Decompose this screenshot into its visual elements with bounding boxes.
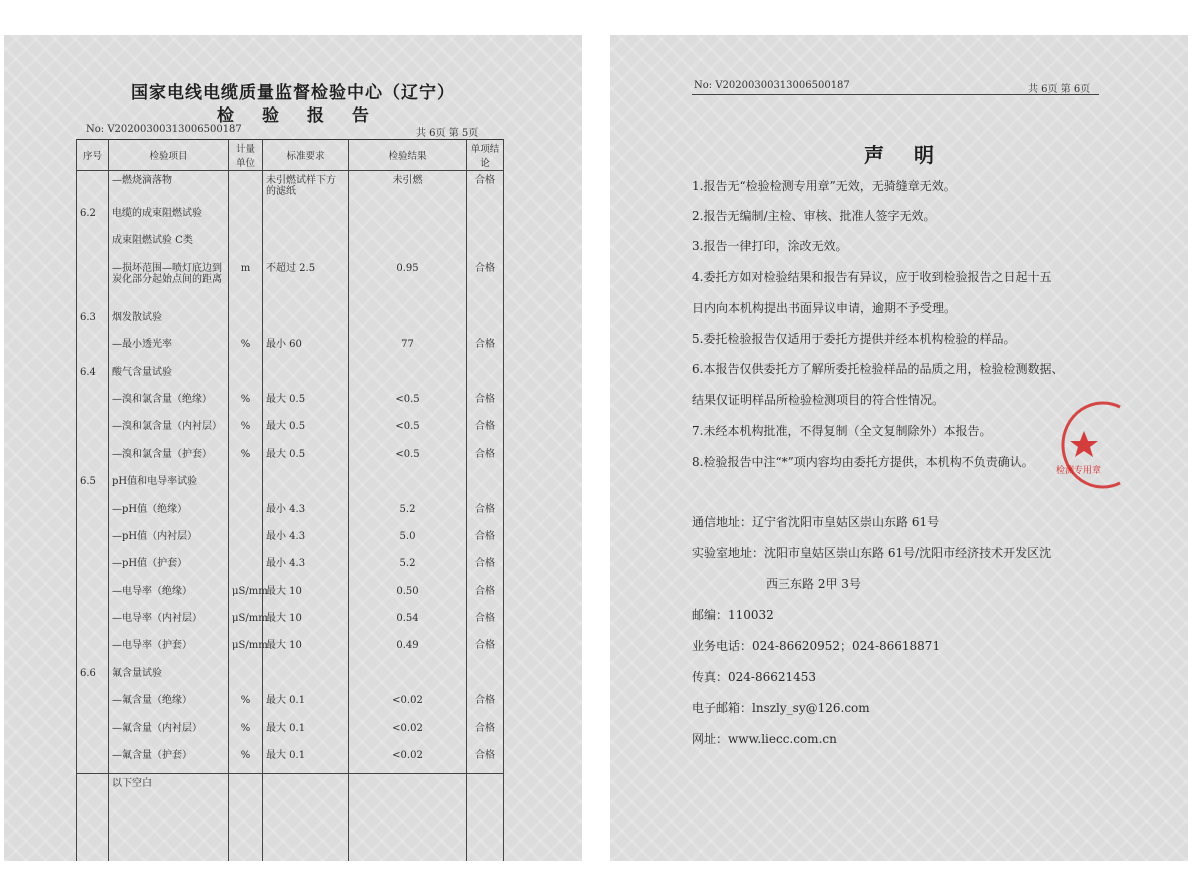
cell-no: [77, 231, 109, 258]
cell-conclusion: [467, 204, 504, 231]
cell-unit: m: [229, 259, 263, 308]
cell-result: 5.2: [349, 554, 467, 581]
cell-requirement: 最小 60: [263, 335, 349, 362]
cell-conclusion: 合格: [467, 554, 504, 581]
cell-unit: %: [229, 445, 263, 472]
cell-no: 6.2: [77, 204, 109, 231]
cell-unit: %: [229, 335, 263, 362]
table-row: [77, 582, 504, 609]
cell-unit: μS/mm: [229, 636, 263, 663]
cell-conclusion: 合格: [467, 259, 504, 308]
cell-conclusion: 合格: [467, 335, 504, 362]
contact-website: 网址：www.liecc.com.cn: [692, 732, 837, 746]
cell-result: [349, 664, 467, 691]
statement-line: 5.委托检验报告仅适用于委托方提供并经本机构检验的样品。: [692, 332, 1016, 346]
contact-lab-address: 实验室地址：沈阳市皇姑区崇山东路 61号/沈阳市经济技术开发区沈: [692, 546, 1052, 560]
cell-requirement: 最大 0.5: [263, 417, 349, 444]
cell-unit: [229, 363, 263, 390]
cell-no: [77, 417, 109, 444]
cell-item: —损坏范围—喷灯底边到炭化部分起始点间的距离: [109, 259, 229, 308]
cell-result: <0.02: [349, 719, 467, 746]
table-row: [77, 527, 504, 554]
table-row: [77, 390, 504, 417]
statement-line: 1.报告无“检验检测专用章”无效，无骑缝章无效。: [692, 179, 956, 193]
page-indicator: 共 6页 第 6页: [1028, 84, 1091, 95]
cell-conclusion: [467, 774, 504, 861]
inspection-table: [76, 139, 504, 861]
cell-requirement: 最大 0.1: [263, 746, 349, 774]
cell-unit: [229, 554, 263, 581]
table-row: [77, 746, 504, 774]
cell-item: —pH值（绝缘）: [109, 500, 229, 527]
table-row: [77, 335, 504, 362]
center-title: 国家电线电缆质量监督检验中心（辽宁）: [131, 83, 455, 103]
table-row: [77, 691, 504, 718]
cell-requirement: [263, 664, 349, 691]
cell-conclusion: [467, 231, 504, 258]
col-header-no: 序号: [77, 140, 109, 171]
cell-unit: [229, 664, 263, 691]
cell-result: <0.5: [349, 417, 467, 444]
cell-no: [77, 746, 109, 774]
table-row: [77, 500, 504, 527]
cell-item: 氟含量试验: [109, 664, 229, 691]
table-row: [77, 472, 504, 499]
contact-phone: 业务电话：024-86620952；024-86618871: [692, 639, 941, 653]
cell-conclusion: 合格: [467, 445, 504, 472]
cell-result: <0.02: [349, 746, 467, 774]
cell-no: 6.4: [77, 363, 109, 390]
cell-item: —pH值（护套）: [109, 554, 229, 581]
cell-no: [77, 259, 109, 308]
cell-result: <0.5: [349, 445, 467, 472]
cell-no: 6.3: [77, 308, 109, 335]
statement-line: 8.检验报告中注“*”项内容均由委托方提供，本机构不负责确认。: [692, 455, 1034, 469]
table-row: [77, 417, 504, 444]
table-row: [77, 719, 504, 746]
cell-no: [77, 691, 109, 718]
cell-no: [77, 582, 109, 609]
cell-unit: [229, 527, 263, 554]
cell-result: <0.02: [349, 691, 467, 718]
table-row: [77, 445, 504, 472]
seal-text: 检测专用章: [1056, 466, 1102, 476]
table-row: [77, 554, 504, 581]
report-page-6: [610, 35, 1188, 861]
report-page-5: [4, 35, 582, 861]
cell-item: pH值和电导率试验: [109, 472, 229, 499]
cell-requirement: 不超过 2.5: [263, 259, 349, 308]
cell-requirement: 最大 10: [263, 582, 349, 609]
cell-conclusion: 合格: [467, 390, 504, 417]
report-number: No: V20200300313006500187: [86, 124, 242, 135]
cell-item: 电缆的成束阻燃试验: [109, 204, 229, 231]
cell-result: [349, 363, 467, 390]
cell-requirement: [263, 472, 349, 499]
cell-unit: μS/mm: [229, 609, 263, 636]
cell-requirement: [263, 204, 349, 231]
table-row: [77, 259, 504, 308]
table-row: [77, 308, 504, 335]
cell-item: —电导率（护套）: [109, 636, 229, 663]
report-number: No: V20200300313006500187: [694, 80, 850, 91]
col-header-requirement: 标准要求: [263, 140, 349, 171]
cell-result: 0.50: [349, 582, 467, 609]
cell-requirement: 未引燃试样下方的滤纸: [263, 171, 349, 205]
cell-result: [349, 308, 467, 335]
cell-no: [77, 554, 109, 581]
cell-unit: %: [229, 691, 263, 718]
table-row: [77, 636, 504, 663]
cell-item: 成束阻燃试验 C类: [109, 231, 229, 258]
cell-item: —氟含量（护套）: [109, 746, 229, 774]
statement-line: 4.委托方如对检验结果和报告有异议，应于收到检验报告之日起十五: [692, 270, 1052, 284]
statement-line: 结果仅证明样品所检验检测项目的符合性情况。: [692, 393, 945, 407]
contact-fax: 传真：024-86621453: [692, 670, 817, 684]
statement-line: 6.本报告仅供委托方了解所委托检验样品的品质之用，检验检测数据、: [692, 362, 1064, 376]
cell-no: [77, 774, 109, 861]
report-title: 检验报告: [217, 106, 397, 126]
cell-no: [77, 171, 109, 205]
end-note: 以下空白: [109, 774, 229, 861]
cell-conclusion: [467, 664, 504, 691]
cell-item: —溴和氯含量（绝缘）: [109, 390, 229, 417]
cell-result: 0.49: [349, 636, 467, 663]
cell-conclusion: 合格: [467, 527, 504, 554]
cell-requirement: 最大 10: [263, 636, 349, 663]
cell-result: 5.2: [349, 500, 467, 527]
cell-item: —溴和氯含量（内衬层）: [109, 417, 229, 444]
cell-requirement: 最小 4.3: [263, 527, 349, 554]
col-header-item: 检验项目: [109, 140, 229, 171]
cell-result: <0.5: [349, 390, 467, 417]
contact-email: 电子邮箱：lnszly_sy@126.com: [692, 701, 870, 715]
cell-conclusion: 合格: [467, 609, 504, 636]
cell-item: 酸气含量试验: [109, 363, 229, 390]
cell-item: —电导率（内衬层）: [109, 609, 229, 636]
cell-result: 0.54: [349, 609, 467, 636]
cell-no: [77, 719, 109, 746]
cell-conclusion: 合格: [467, 719, 504, 746]
cell-requirement: 最小 4.3: [263, 554, 349, 581]
statement-line: 2.报告无编制/主检、审核、批准人签字无效。: [692, 209, 936, 223]
cell-item: —pH值（内衬层）: [109, 527, 229, 554]
cell-requirement: [263, 231, 349, 258]
cell-no: 6.6: [77, 664, 109, 691]
cell-conclusion: 合格: [467, 582, 504, 609]
cell-unit: [229, 774, 263, 861]
cell-unit: [229, 472, 263, 499]
cell-requirement: [263, 363, 349, 390]
page-indicator: 共 6页 第 5页: [416, 128, 479, 139]
header-divider: [692, 94, 1099, 95]
statement-line: 日内向本机构提出书面异议申请，逾期不予受理。: [692, 301, 957, 315]
table-row: [77, 363, 504, 390]
cell-requirement: 最大 0.5: [263, 445, 349, 472]
cell-unit: [229, 308, 263, 335]
cell-requirement: 最小 4.3: [263, 500, 349, 527]
cell-conclusion: 合格: [467, 691, 504, 718]
cell-no: 6.5: [77, 472, 109, 499]
cell-unit: [229, 204, 263, 231]
cell-requirement: 最大 10: [263, 609, 349, 636]
cell-unit: [229, 231, 263, 258]
cell-item: —最小透光率: [109, 335, 229, 362]
cell-unit: %: [229, 746, 263, 774]
cell-result: 0.95: [349, 259, 467, 308]
cell-conclusion: 合格: [467, 746, 504, 774]
cell-conclusion: [467, 472, 504, 499]
cell-no: [77, 390, 109, 417]
cell-result: [349, 231, 467, 258]
col-header-conclusion: 单项结论: [467, 140, 504, 171]
cell-item: —燃烧滴落物: [109, 171, 229, 205]
cell-result: 未引燃: [349, 171, 467, 205]
cell-unit: μS/mm: [229, 582, 263, 609]
cell-item: —氟含量（绝缘）: [109, 691, 229, 718]
cell-no: [77, 335, 109, 362]
cell-result: [349, 204, 467, 231]
table-header-row: [77, 140, 504, 171]
cell-result: 77: [349, 335, 467, 362]
cell-no: [77, 527, 109, 554]
cell-no: [77, 500, 109, 527]
table-row: [77, 231, 504, 258]
col-header-unit: 计量单位: [229, 140, 263, 171]
cell-conclusion: 合格: [467, 636, 504, 663]
cell-conclusion: 合格: [467, 500, 504, 527]
cell-unit: %: [229, 390, 263, 417]
cell-conclusion: 合格: [467, 417, 504, 444]
cell-conclusion: [467, 363, 504, 390]
table-row: [77, 664, 504, 691]
cell-item: —氟含量（内衬层）: [109, 719, 229, 746]
contact-address: 通信地址：辽宁省沈阳市皇姑区崇山东路 61号: [692, 515, 940, 529]
col-header-result: 检验结果: [349, 140, 467, 171]
cell-no: [77, 609, 109, 636]
statement-line: 3.报告一律打印，涂改无效。: [692, 239, 848, 253]
blank-row: [77, 774, 504, 861]
statement-line: 7.未经本机构批准，不得复制（全文复制除外）本报告。: [692, 424, 992, 438]
cell-no: [77, 636, 109, 663]
official-seal-icon: [1050, 401, 1124, 489]
cell-requirement: 最大 0.1: [263, 691, 349, 718]
cell-requirement: [263, 774, 349, 861]
cell-item: —溴和氯含量（护套）: [109, 445, 229, 472]
cell-result: 5.0: [349, 527, 467, 554]
cell-item: —电导率（绝缘）: [109, 582, 229, 609]
cell-unit: %: [229, 417, 263, 444]
cell-item: 烟发散试验: [109, 308, 229, 335]
cell-requirement: 最大 0.1: [263, 719, 349, 746]
contact-postcode: 邮编：110032: [692, 608, 774, 622]
cell-requirement: 最大 0.5: [263, 390, 349, 417]
contact-lab-address-cont: 西三东路 2甲 3号: [766, 577, 861, 591]
cell-conclusion: [467, 308, 504, 335]
table-row: [77, 171, 504, 205]
table-row: [77, 204, 504, 231]
cell-requirement: [263, 308, 349, 335]
cell-unit: %: [229, 719, 263, 746]
table-row: [77, 609, 504, 636]
cell-conclusion: 合格: [467, 171, 504, 205]
statement-title: 声明: [864, 143, 964, 167]
cell-result: [349, 472, 467, 499]
cell-no: [77, 445, 109, 472]
cell-unit: [229, 500, 263, 527]
cell-unit: [229, 171, 263, 205]
cell-result: [349, 774, 467, 861]
